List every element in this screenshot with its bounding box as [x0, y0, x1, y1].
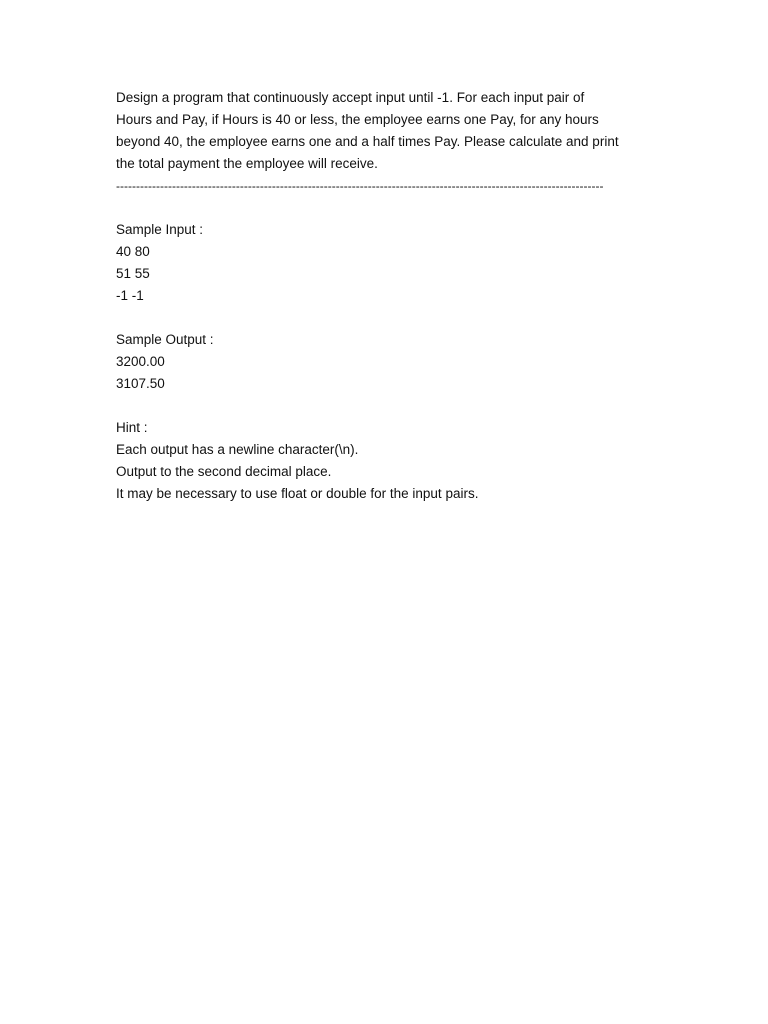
- sample-input-section: [116, 219, 656, 307]
- sample-output-line: 3200.00: [116, 354, 165, 369]
- hint-heading: Hint :: [116, 420, 148, 435]
- sample-output-heading: Sample Output :: [116, 332, 214, 347]
- hint-line: Each output has a newline character(\n).: [116, 442, 359, 457]
- spacer: [116, 197, 656, 219]
- hint-line: Output to the second decimal place.: [116, 464, 332, 479]
- problem-line: beyond 40, the employee earns one and a half times Pay. Please calculate and print: [116, 134, 619, 149]
- problem-line: the total payment the employee will receive.: [116, 156, 378, 171]
- document-page: [116, 87, 656, 505]
- spacer: [116, 307, 656, 329]
- problem-line: Design a program that continuously accept input until -1. For each input pair of: [116, 90, 585, 105]
- dashed-separator: --------------------------------------------------------------------------------------------------------------------------: [116, 179, 604, 193]
- hint-section: [116, 417, 656, 505]
- sample-output-line: 3107.50: [116, 376, 165, 391]
- sample-input-line: -1 -1: [116, 288, 144, 303]
- hint-line: It may be necessary to use float or double for the input pairs.: [116, 486, 479, 501]
- sample-input-line: 40 80: [116, 244, 150, 259]
- sample-output-section: [116, 329, 656, 395]
- problem-line: Hours and Pay, if Hours is 40 or less, the employee earns one Pay, for any hours: [116, 112, 599, 127]
- spacer: [116, 395, 656, 417]
- problem-description: [116, 87, 656, 197]
- sample-input-line: 51 55: [116, 266, 150, 281]
- sample-input-heading: Sample Input :: [116, 222, 204, 237]
